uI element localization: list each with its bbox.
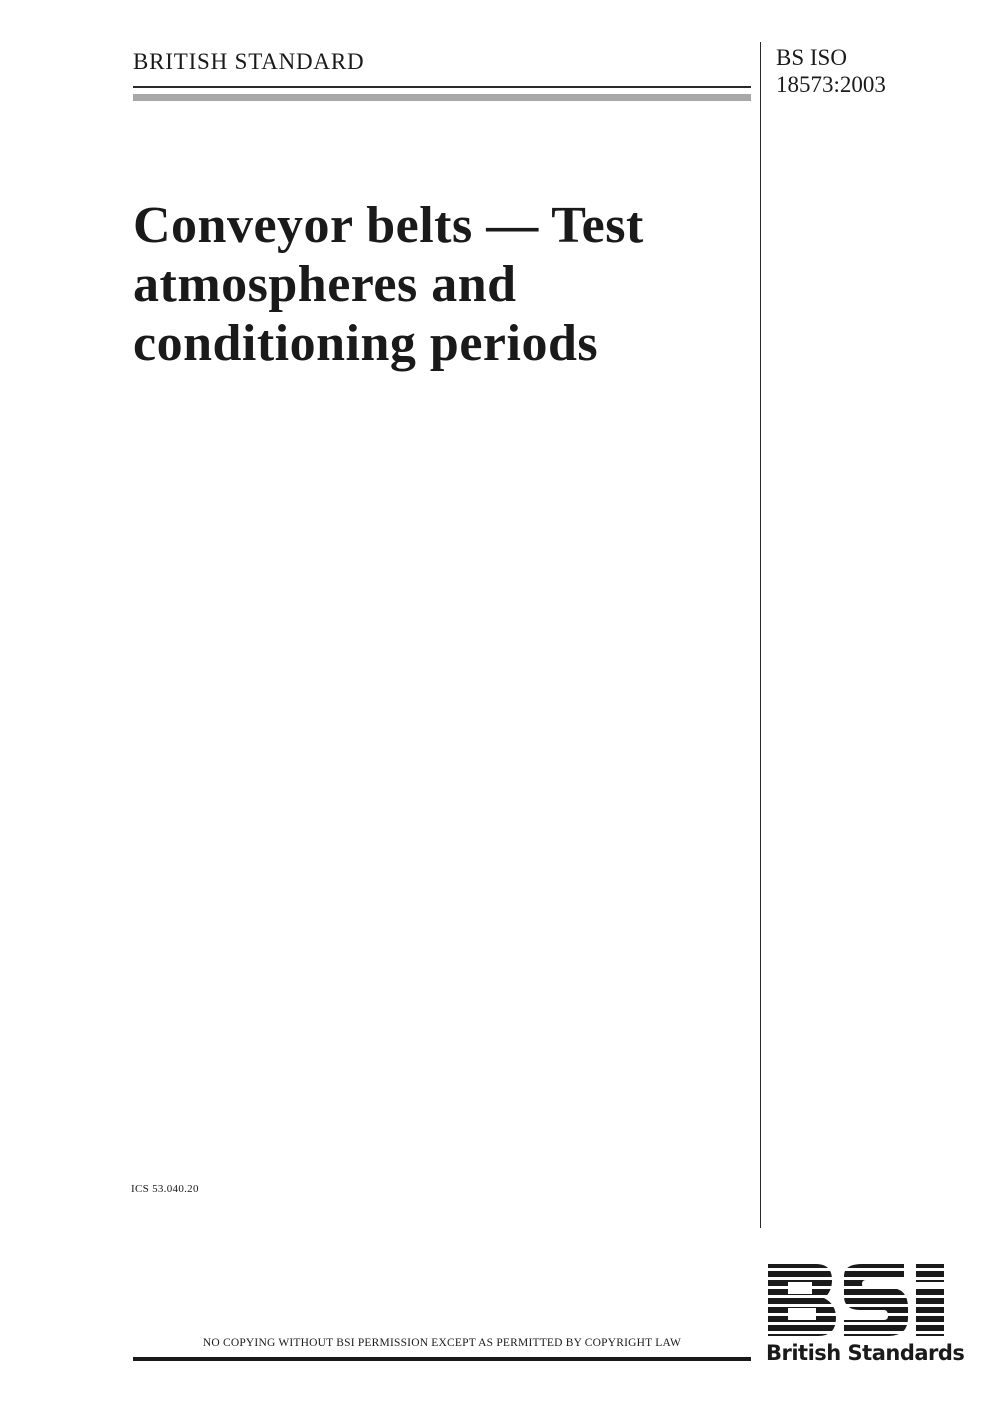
header-label: BRITISH STANDARD bbox=[133, 49, 365, 74]
bsi-logo-tagline: British Standards bbox=[766, 1341, 965, 1365]
header-rule-thin bbox=[133, 86, 751, 88]
copyright-notice: NO COPYING WITHOUT BSI PERMISSION EXCEPT AS PERMITTED BY COPYRIGHT LAW bbox=[202, 1337, 682, 1349]
document-title bbox=[133, 196, 753, 373]
vertical-divider bbox=[760, 42, 761, 1228]
header-rule-thick bbox=[133, 94, 751, 101]
standard-number bbox=[776, 44, 886, 98]
title-line: conditioning periods bbox=[133, 315, 599, 372]
standard-number-line2: 18573:2003 bbox=[776, 72, 886, 97]
footer-rule bbox=[133, 1357, 751, 1361]
ics-code: ICS 53.040.20 bbox=[131, 1183, 199, 1195]
title-line: Conveyor belts — Test bbox=[133, 197, 644, 254]
title-line: atmospheres and bbox=[133, 256, 517, 313]
standard-number-line1: BS ISO bbox=[776, 45, 847, 70]
